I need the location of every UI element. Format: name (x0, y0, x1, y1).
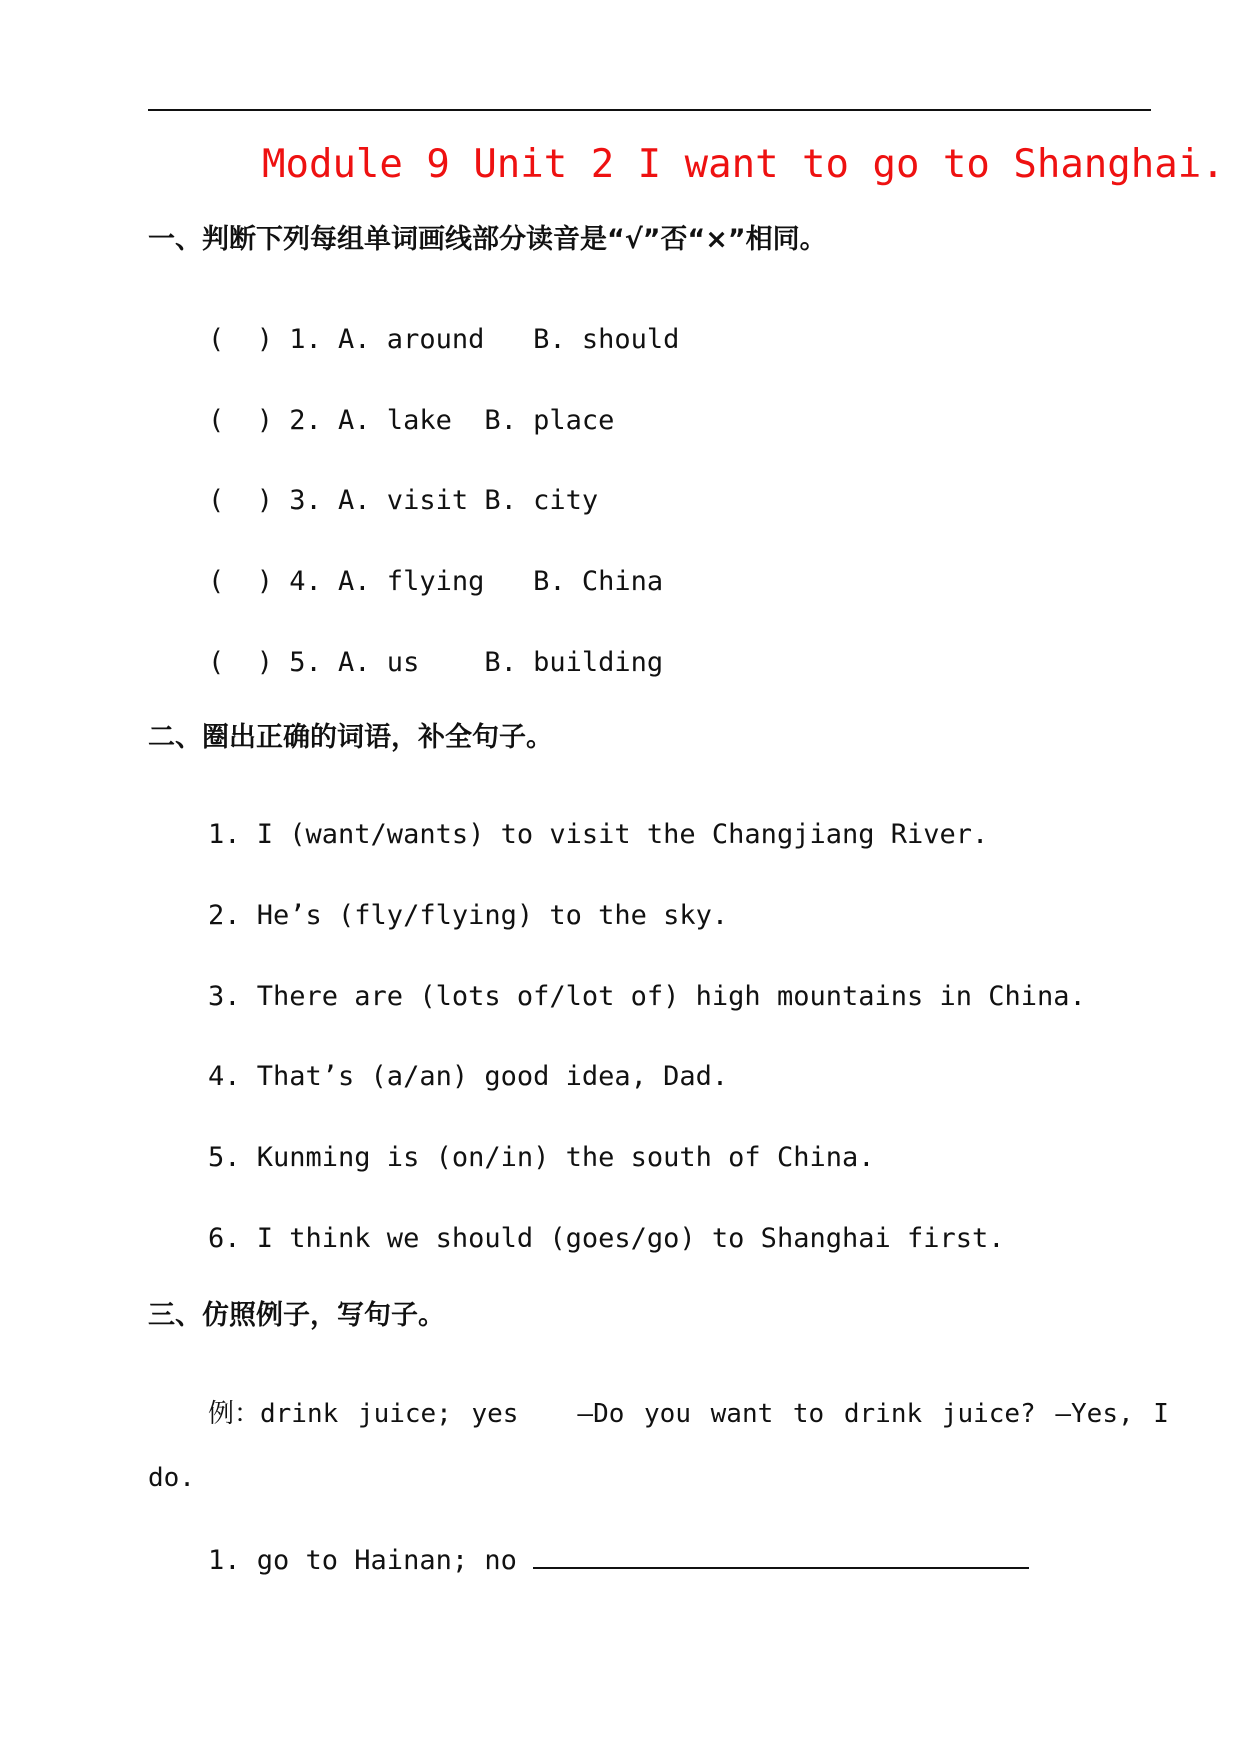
section-2-item-5: 5. Kunming is (on/in) the south of China. (208, 1142, 875, 1173)
example-sentence-continued: do. (148, 1463, 195, 1493)
section-3-item-1 (208, 1539, 1029, 1581)
answer-blank[interactable] (533, 1539, 1029, 1569)
section-2-item-1: 1. I (want/wants) to visit the Changjiang River. (208, 819, 989, 850)
section-2-item-3: 3. There are (lots of/lot of) high mountains in China. (208, 981, 1086, 1012)
example-sentence: 例：drink juice; yes —Do you want to drink juice? —Yes, I (208, 1399, 1169, 1429)
section-2-item-6: 6. I think we should (goes/go) to Shanghai first. (208, 1223, 1005, 1254)
section-2-item-4: 4. That’s (a/an) good idea, Dad. (208, 1061, 729, 1092)
section-2-heading: 二、圈出正确的词语，补全句子。 (148, 722, 553, 753)
section-3-item-1-prompt: 1. go to Hainan; no (208, 1545, 534, 1576)
section-3-heading: 三、仿照例子，写句子。 (148, 1300, 445, 1331)
section-1-item-3: ( ) 3. A. visit B. city (208, 485, 599, 516)
section-1-item-5: ( ) 5. A. us B. building (208, 647, 664, 678)
page-title: Module 9 Unit 2 I want to go to Shanghai. (262, 142, 1225, 187)
section-2-item-2: 2. He’s (fly/flying) to the sky. (208, 900, 729, 931)
section-1-item-2: ( ) 2. A. lake B. place (208, 405, 615, 436)
section-1-heading: 一、判断下列每组单词画线部分读音是“√”否“×”相同。 (148, 224, 827, 255)
section-1-item-4: ( ) 4. A. flying B. China (208, 566, 664, 597)
header-rule (148, 109, 1151, 111)
section-1-item-1: ( ) 1. A. around B. should (208, 324, 680, 355)
